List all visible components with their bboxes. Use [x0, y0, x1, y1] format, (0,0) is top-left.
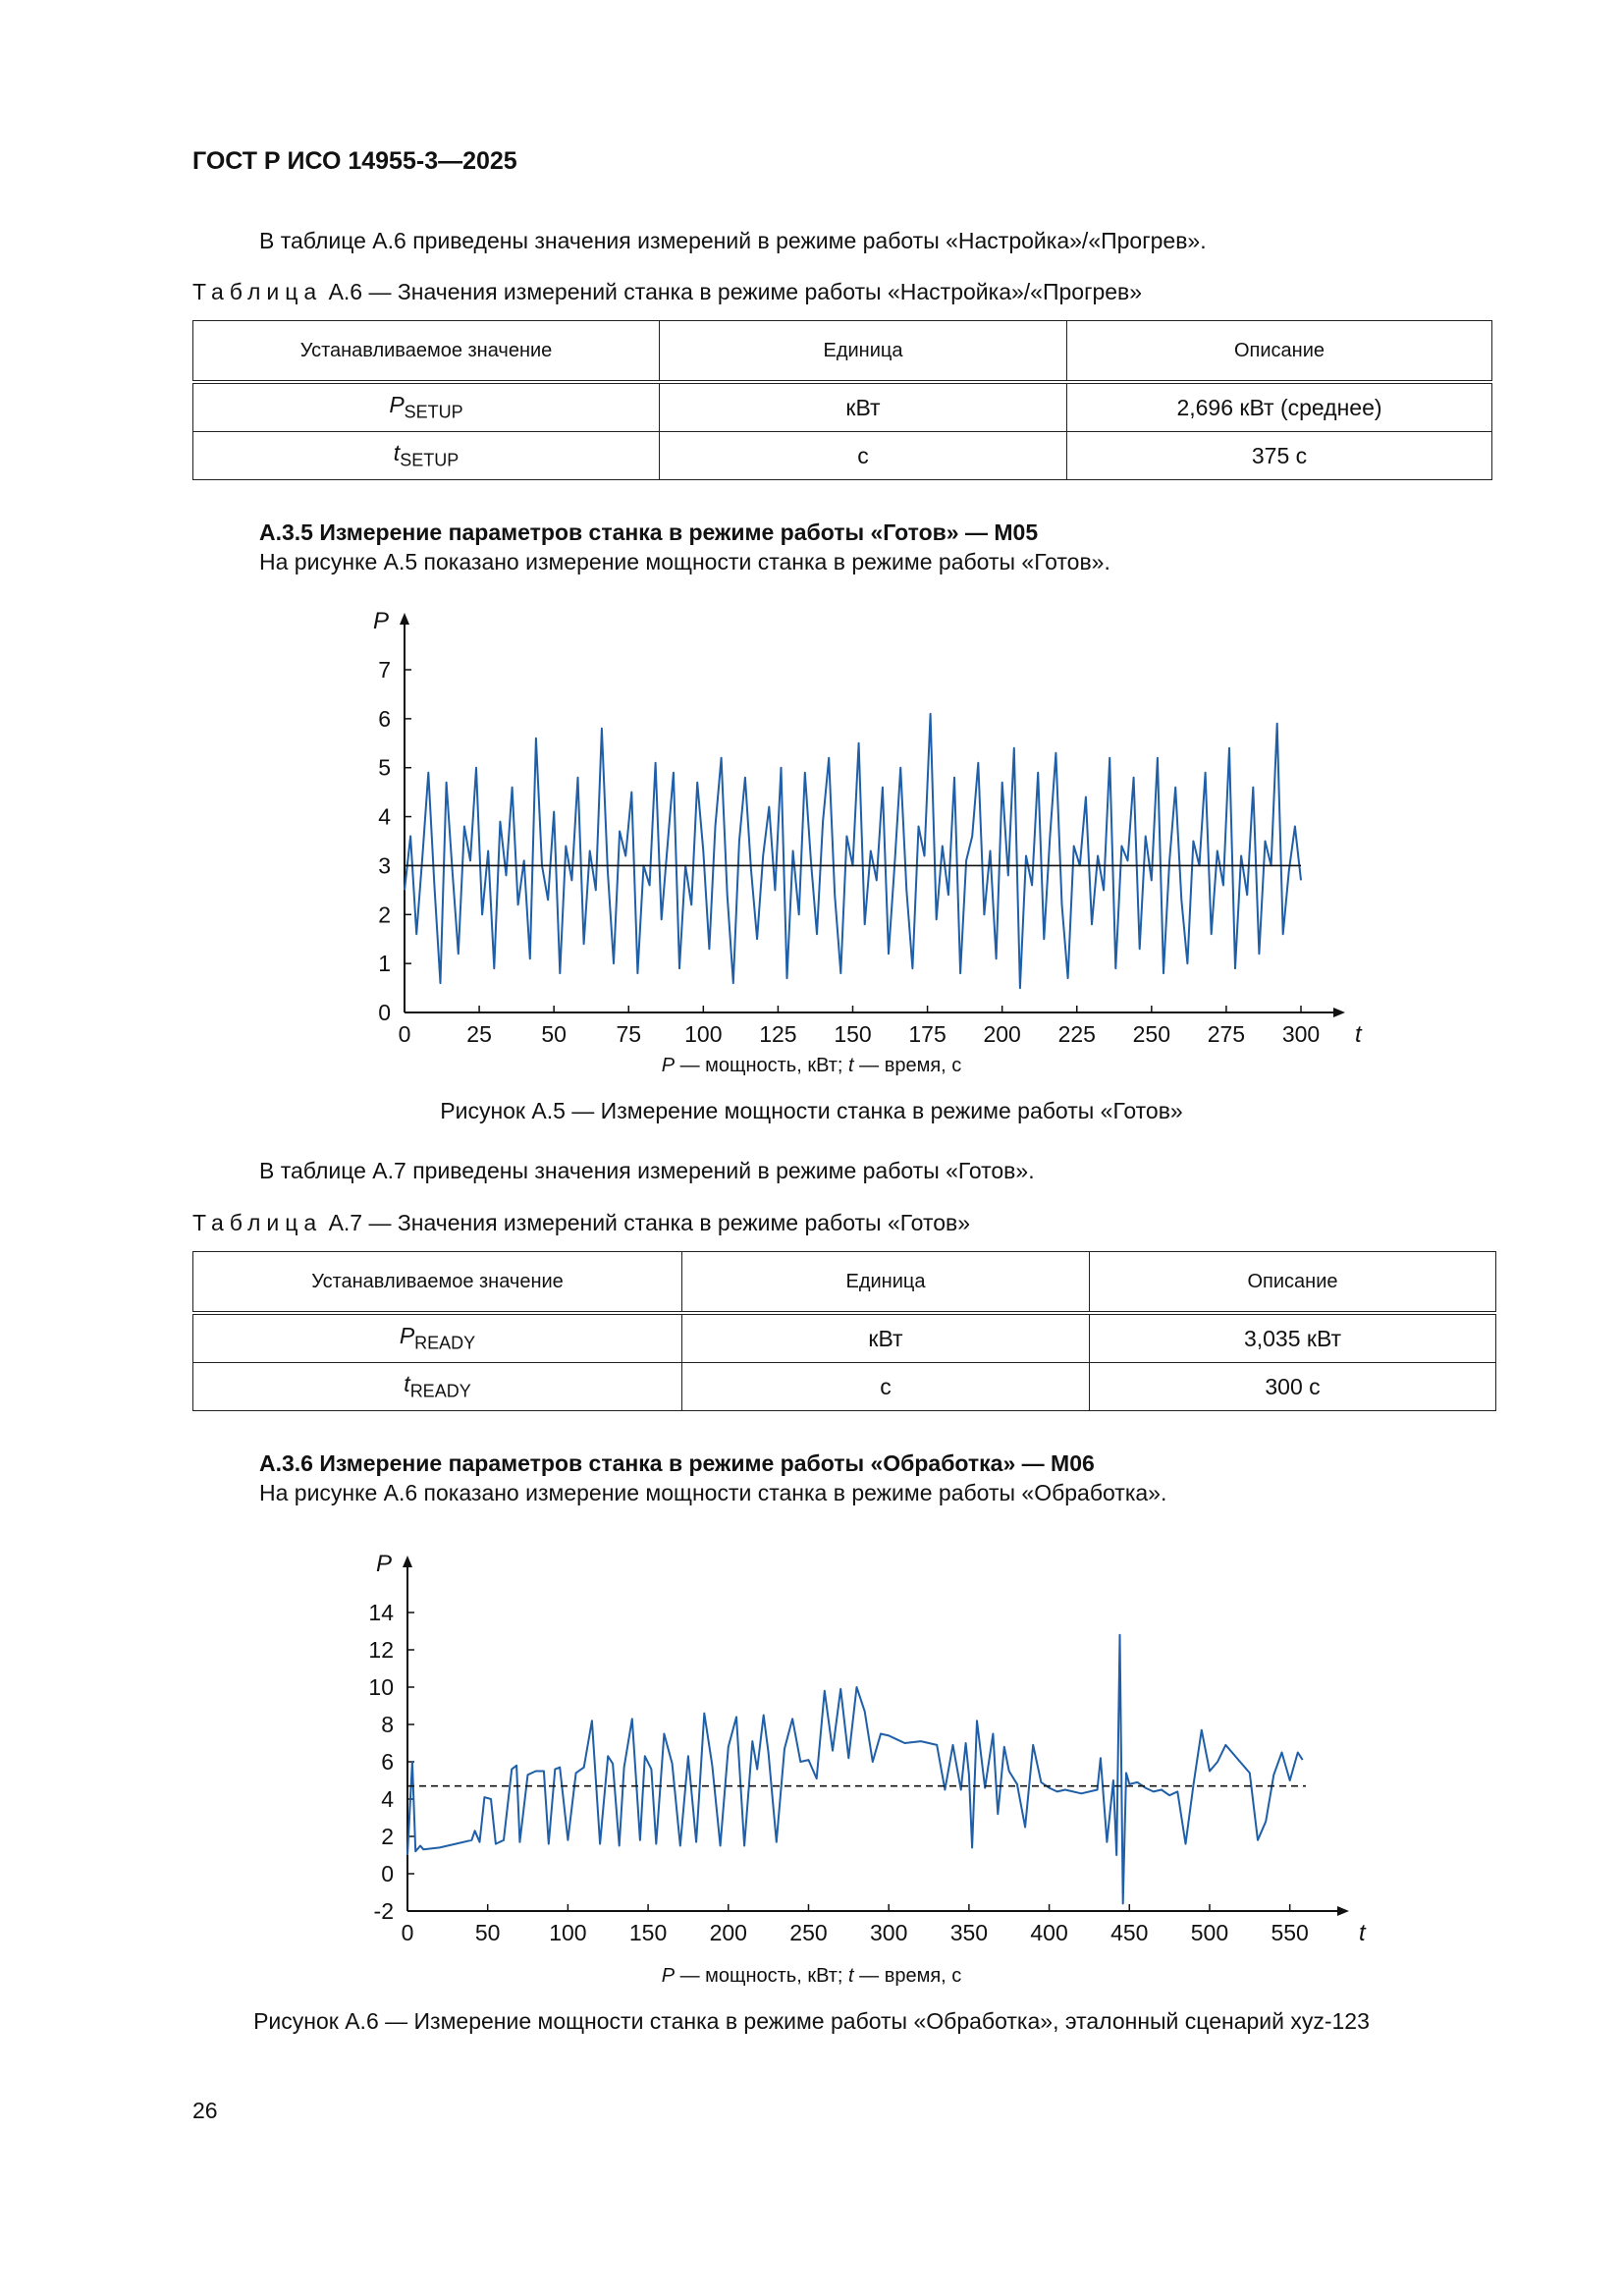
legend-symbol-p: P	[661, 1965, 676, 1987]
table-row	[193, 1313, 1496, 1363]
y-axis-label: P	[373, 608, 390, 634]
x-tick-label: 275	[1207, 1021, 1246, 1047]
symbol-subscript: SETUP	[400, 450, 460, 470]
y-tick-label: 2	[381, 1824, 394, 1849]
description-cell: 375 с	[1067, 432, 1492, 480]
x-tick-label: 25	[466, 1021, 492, 1047]
intro-paragraph-a7: В таблице А.7 приведены значения измерений в режиме работы «Готов».	[259, 1158, 1035, 1183]
section-a36-text: На рисунке А.6 показано измерение мощности станка в режиме работы «Обработка».	[259, 1479, 1167, 1505]
unit-cell: с	[660, 432, 1067, 480]
symbol: t	[393, 440, 401, 466]
legend-text: — время, с	[853, 1055, 962, 1076]
symbol-cell	[193, 1313, 682, 1363]
symbol: t	[404, 1371, 410, 1397]
symbol-cell	[193, 1363, 682, 1411]
section-a36-title: А.3.6 Измерение параметров станка в режиме работы «Обработка» — М06	[259, 1450, 1095, 1476]
table-a6-title: А.6 — Значения измерений станка в режиме работы «Настройка»/«Прогрев»	[328, 279, 1143, 304]
y-tick-label: 2	[378, 902, 391, 928]
document-header: ГОСТ Р ИСО 14955-3—2025	[192, 147, 517, 175]
table-a7-caption	[192, 1210, 970, 1236]
table-header-row	[193, 321, 1492, 383]
y-tick-label: 4	[378, 803, 391, 830]
x-axis-label: t	[1359, 1920, 1366, 1946]
x-tick-label: 0	[401, 1920, 414, 1945]
y-tick-label: -2	[373, 1898, 394, 1924]
x-tick-label: 100	[684, 1021, 723, 1047]
x-tick-label: 300	[869, 1920, 908, 1945]
section-a35	[259, 519, 1110, 577]
section-a35-title: А.3.5 Измерение параметров станка в режиме работы «Готов» — М05	[259, 519, 1039, 545]
legend-symbol-t: t	[848, 1965, 854, 1987]
table-a7-label: Таблица	[192, 1210, 323, 1235]
x-tick-label: 150	[834, 1021, 872, 1047]
x-tick-label: 250	[789, 1920, 828, 1945]
x-tick-label: 550	[1271, 1920, 1309, 1945]
x-tick-label: 50	[541, 1021, 567, 1047]
intro-paragraph-a6: В таблице А.6 приведены значения измерений в режиме работы «Настройка»/«Прогрев».	[259, 228, 1207, 253]
x-tick-label: 175	[908, 1021, 947, 1047]
x-axis-arrow	[1337, 1906, 1349, 1916]
description-cell: 300 с	[1090, 1363, 1496, 1411]
legend-symbol-p: P	[661, 1055, 676, 1076]
y-axis-label: P	[376, 1551, 393, 1577]
figure-a5-legend	[0, 1055, 1623, 1077]
description-cell: 3,035 кВт	[1090, 1313, 1496, 1363]
figure-a5-chart	[0, 589, 1623, 1080]
symbol-subscript: READY	[414, 1333, 476, 1353]
x-axis-label: t	[1355, 1021, 1362, 1048]
y-tick-label: 14	[368, 1600, 394, 1625]
legend-text: — мощность, кВт;	[675, 1055, 849, 1076]
x-tick-label: 450	[1110, 1920, 1149, 1945]
power-series-line	[405, 714, 1301, 988]
x-tick-label: 500	[1190, 1920, 1229, 1945]
figure-a6-chart	[0, 1512, 1623, 2003]
table-row	[193, 382, 1492, 432]
y-tick-label: 5	[378, 754, 391, 781]
column-header: Устанавливаемое значение	[193, 321, 660, 383]
column-header: Единица	[682, 1252, 1090, 1314]
y-tick-label: 7	[378, 657, 391, 683]
x-tick-label: 225	[1057, 1021, 1096, 1047]
legend-text: — время, с	[853, 1965, 962, 1987]
unit-cell: с	[682, 1363, 1090, 1411]
figure-a6-caption: Рисунок А.6 — Измерение мощности станка в режиме работы «Обработка», эталонный сценарий xyz-123	[253, 2008, 1370, 2034]
table-a7-title: А.7 — Значения измерений станка в режиме работы «Готов»	[328, 1210, 971, 1235]
column-header: Описание	[1090, 1252, 1496, 1314]
x-tick-label: 250	[1132, 1021, 1171, 1047]
table-a7	[192, 1251, 1496, 1411]
x-axis-arrow	[1333, 1008, 1345, 1017]
page-number: 26	[192, 2098, 218, 2123]
figure-a5-caption: Рисунок А.5 — Измерение мощности станка в режиме работы «Готов»	[440, 1098, 1183, 1123]
table-a6-caption	[192, 279, 1142, 305]
y-tick-label: 4	[381, 1786, 394, 1812]
legend-text: — мощность, кВт;	[675, 1965, 849, 1987]
column-header: Описание	[1067, 321, 1492, 383]
table-a6	[192, 320, 1492, 480]
x-tick-label: 0	[398, 1021, 411, 1047]
y-tick-label: 6	[378, 705, 391, 732]
y-axis-arrow	[400, 613, 409, 625]
x-tick-label: 125	[759, 1021, 797, 1047]
section-a35-text: На рисунке А.5 показано измерение мощности станка в режиме работы «Готов».	[259, 548, 1110, 574]
x-tick-label: 100	[549, 1920, 587, 1945]
y-tick-label: 8	[381, 1712, 394, 1737]
figure-a6-legend	[0, 1965, 1623, 1988]
column-header: Устанавливаемое значение	[193, 1252, 682, 1314]
y-tick-label: 1	[378, 951, 391, 977]
symbol-subscript: SETUP	[404, 402, 463, 422]
unit-cell: кВт	[660, 382, 1067, 432]
y-tick-label: 10	[368, 1674, 394, 1700]
symbol-cell	[193, 382, 660, 432]
x-tick-label: 150	[628, 1920, 668, 1945]
table-row	[193, 1363, 1496, 1411]
x-tick-label: 200	[709, 1920, 747, 1945]
x-tick-label: 350	[949, 1920, 989, 1945]
symbol-subscript: READY	[409, 1381, 471, 1401]
unit-cell: кВт	[682, 1313, 1090, 1363]
column-header: Единица	[660, 321, 1067, 383]
symbol: P	[399, 1323, 415, 1349]
x-tick-label: 50	[474, 1920, 501, 1945]
x-tick-label: 300	[1281, 1021, 1321, 1047]
x-tick-label: 200	[983, 1021, 1021, 1047]
section-a36	[259, 1449, 1166, 1508]
y-tick-label: 0	[381, 1861, 394, 1886]
power-series-line	[407, 1635, 1303, 1904]
legend-symbol-t: t	[848, 1055, 854, 1076]
table-row	[193, 432, 1492, 480]
y-tick-label: 12	[368, 1637, 394, 1663]
table-header-row	[193, 1252, 1496, 1314]
description-cell: 2,696 кВт (среднее)	[1067, 382, 1492, 432]
y-axis-arrow	[403, 1556, 412, 1567]
x-tick-label: 400	[1030, 1920, 1068, 1945]
y-tick-label: 6	[381, 1749, 394, 1775]
symbol-cell	[193, 432, 660, 480]
x-tick-label: 75	[616, 1021, 642, 1047]
symbol: P	[389, 392, 405, 418]
table-a6-label: Таблица	[192, 279, 323, 304]
y-tick-label: 0	[378, 1000, 391, 1025]
y-tick-label: 3	[378, 852, 391, 879]
